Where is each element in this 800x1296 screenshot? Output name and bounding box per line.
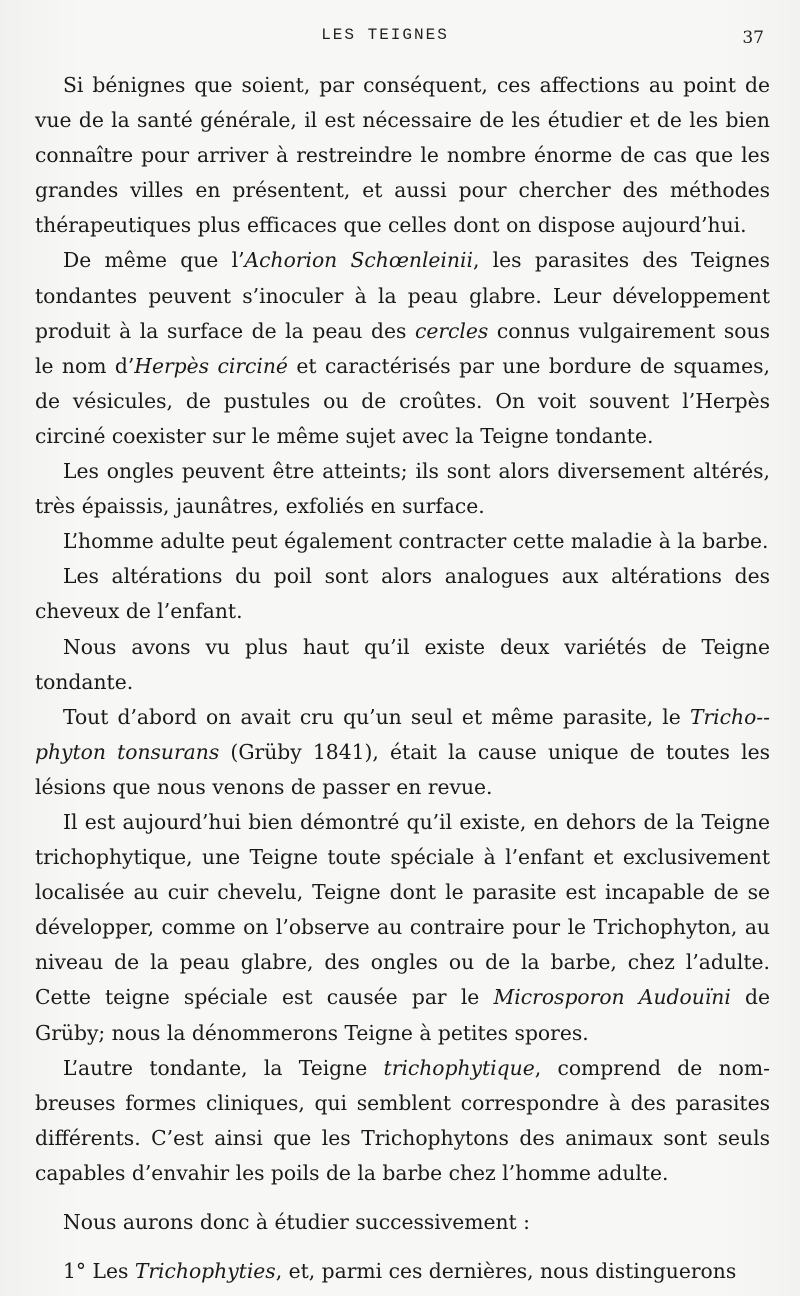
text-run: Les altérations du poil sont alors analogues aux altérations des cheveux de l’enfant.	[35, 564, 770, 624]
text-run: De même que l’	[63, 248, 245, 273]
paragraph	[35, 454, 770, 524]
text-run: L’homme adulte peut également contracter cette maladie à la barbe.	[63, 529, 769, 554]
running-head: LES TEIGNES	[321, 26, 449, 44]
paragraph	[35, 630, 770, 700]
italic-text: cercles	[415, 318, 489, 343]
text-run: (Grüby 1841), était la cause unique de toutes les lésions que nous venons de passer en revue.	[35, 739, 770, 799]
paragraph	[35, 559, 770, 629]
text-run: connus vulgairement sous le nom d’	[35, 318, 770, 378]
text-run: 1° Les	[63, 1259, 135, 1284]
text-run: et caractérisés par une bordure de squames, de vésicules, de pustules ou de croûtes. On voit souvent l’Herpès circiné coexister sur le même sujet avec la Teigne tondante.	[35, 353, 770, 448]
body-text	[35, 68, 770, 1289]
paragraph	[35, 700, 770, 805]
italic-text: Trichophyties	[134, 1259, 276, 1284]
page-header	[34, 26, 764, 54]
text-run: , et, parmi ces dernières, nous distinguerons	[275, 1259, 737, 1284]
italic-text: Microsporon Audouïni	[493, 985, 731, 1010]
text-run: Si bénignes que soient, par conséquent, ces affections au point de vue de la santé générale, il est nécessaire de les étudier et de les bien connaître pour arriver à restreindre le nombre énorme de cas que les grandes villes en présentent, et aussi pour chercher des méthodes thérapeutiques plus efficaces que celles dont on dispose aujourd’hui.	[35, 73, 770, 238]
italic-text: trichophytique	[383, 1055, 535, 1080]
paragraph	[35, 1051, 770, 1191]
text-run: , les parasites des Teignes tondantes peuvent s’inoculer à la peau glabre. Leur développement produit à la surface de la peau des	[35, 248, 770, 343]
text-run: Les ongles peuvent être atteints; ils sont alors diversement altérés, très épaissis, jaunâtres, exfoliés en surface.	[35, 459, 770, 519]
paragraph	[35, 524, 770, 559]
paragraph	[35, 1205, 770, 1240]
text-run: , comprend de nombreuses formes cliniques, qui semblent correspondre à des parasites différents. C’est ainsi que les Trichophytons des animaux sont seuls capables d’envahir les poils de la barbe chez l’homme adulte.	[35, 1055, 770, 1185]
paragraph	[35, 805, 770, 1051]
text-run: Tout d’abord on avait cru qu’un seul et même parasite, le	[63, 704, 690, 729]
italic-text: Herpès circiné	[134, 353, 288, 378]
paragraph	[35, 1254, 770, 1289]
paragraph	[35, 243, 770, 454]
italic-text: Achorion Schœnleinii	[244, 248, 473, 273]
text-run: de Grüby; nous la dénommerons Teigne à petites spores.	[35, 985, 771, 1045]
text-run: Nous aurons donc à étudier successivement :	[63, 1210, 530, 1234]
text-run: Il est aujourd’hui bien démontré qu’il existe, en dehors de la Teigne trichophytique, une Teigne toute spéciale à l’enfant et exclusivement localisée au cuir chevelu, Teigne dont le parasite est incapable de se développer, comme on l’observe au contraire pour le Trichophyton, au niveau de la peau glabre, des ongles ou de la barbe, chez l’adulte. Cette teigne spéciale est causée par le	[35, 809, 770, 1010]
italic-text: Tricho-phyton tonsurans	[35, 704, 770, 764]
text-run: Nous avons vu plus haut qu’il existe deux variétés de Teigne tondante.	[35, 634, 770, 694]
page-number: 37	[742, 28, 764, 48]
text-run: L’autre tondante, la Teigne	[63, 1055, 384, 1080]
paragraph	[35, 68, 770, 243]
